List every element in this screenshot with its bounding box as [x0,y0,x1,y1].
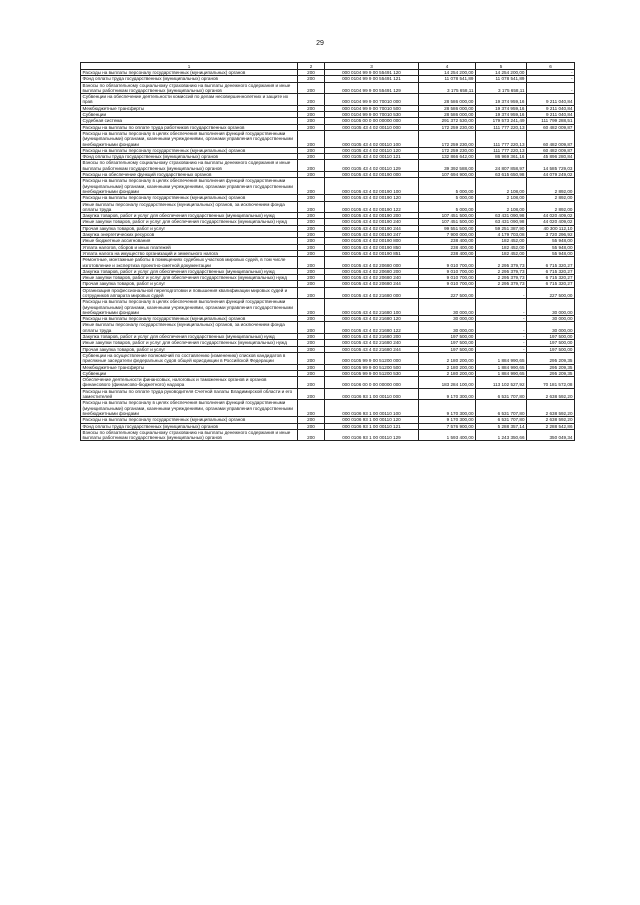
row-code-cell: 200 [298,423,325,429]
row-executed-cell: 3 175 658,11 [476,82,527,94]
row-code-cell: 200 [298,364,325,370]
row-code-cell: 200 [298,377,325,389]
row-code-cell: 200 [298,316,325,322]
row-remaining-cell: 2 638 592,20 [527,388,575,400]
row-approved-cell: 9 010 700,00 [419,275,476,281]
row-remaining-cell: 55 948,00 [527,244,575,250]
table-row [81,130,575,147]
row-classifier-cell: 000 0105 43 4 02 00110 129 [325,160,419,172]
row-remaining-cell: 6 715 320,27 [527,268,575,274]
row-remaining-cell: 9 211 040,84 [527,112,575,118]
row-executed-cell: 86 969 361,16 [476,154,527,160]
row-remaining-cell: - [527,82,575,94]
row-code-cell: 200 [298,124,325,130]
row-approved-cell: 30 000,00 [419,316,476,322]
row-executed-cell: 2 295 379,73 [476,275,527,281]
table-row [81,287,575,299]
row-name-cell: Взносы по обязательному социальному страхованию на выплаты денежного содержания и иные выплаты работникам государственных (муниципальных) органов [81,429,298,441]
row-remaining-cell: 295 209,35 [527,352,575,364]
row-remaining-cell: 60 482 009,87 [527,124,575,130]
table-row [81,82,575,94]
row-executed-cell: - [476,346,527,352]
row-name-cell: Обеспечение деятельности финансовых, налоговых и таможенных органов и органов финансового (финансово-бюджетного) надзора [81,377,298,389]
row-name-cell: Расходы на выплаты персоналу в целях обеспечения выполнения функций государственными (муниципальными) органами, казенными учреждениями, органами управления государственными внебюджетными фондами [81,130,298,147]
row-executed-cell: 14 254 200,00 [476,70,527,76]
table-row [81,377,575,389]
row-executed-cell: 6 531 707,80 [476,400,527,417]
row-name-cell: Уплата налогов, сборов и иных платежей [81,244,298,250]
row-remaining-cell: 2 892,00 [527,195,575,201]
row-code-cell: 200 [298,370,325,376]
row-name-cell: Прочая закупка товаров, работ и услуг [81,346,298,352]
row-approved-cell: 9 170 300,00 [419,400,476,417]
row-name-cell: Расходы на выплаты по оплате труда работников государственных органов [81,124,298,130]
row-remaining-cell: 30 000,00 [527,299,575,316]
row-code-cell: 200 [298,322,325,334]
row-executed-cell: 1 884 990,65 [476,352,527,364]
row-executed-cell: - [476,287,527,299]
row-code-cell: 200 [298,105,325,111]
row-approved-cell: 197 500,00 [419,346,476,352]
row-code-cell: 200 [298,346,325,352]
row-approved-cell: 99 551 500,00 [419,225,476,231]
row-approved-cell: 9 010 700,00 [419,281,476,287]
row-remaining-cell: 40 300 112,10 [527,225,575,231]
row-code-cell: 200 [298,178,325,195]
page-number: 29 [316,40,324,47]
row-name-cell: Субвенции на осуществление полномочий по составлению (изменению) списков кандидатов в присяжные заседатели федеральных судов общей юрисдикции в Российской Федерации [81,352,298,364]
row-approved-cell: 107 451 500,00 [419,219,476,225]
row-remaining-cell: 45 896 280,84 [527,154,575,160]
row-name-cell: Взносы по обязательному социальному страхованию на выплаты денежного содержания и иные выплаты работникам государственных (муниципальных) органов [81,160,298,172]
row-classifier-cell: 000 0105 43 4 02 20680 240 [325,275,419,281]
row-classifier-cell: 000 0105 43 4 02 00190 120 [325,195,419,201]
row-code-cell: 200 [298,429,325,441]
table-row [81,160,575,172]
row-executed-cell: 19 374 959,16 [476,105,527,111]
row-executed-cell: 2 295 379,73 [476,257,527,269]
row-executed-cell: - [476,299,527,316]
row-remaining-cell: 227 500,00 [527,287,575,299]
row-name-cell: Прочая закупка товаров, работ и услуг [81,281,298,287]
table-row [81,400,575,417]
row-approved-cell: 5 000,00 [419,195,476,201]
column-header: 5 [476,63,527,70]
table-row [81,352,575,364]
row-classifier-cell: 000 0105 43 4 02 00190 122 [325,201,419,213]
row-approved-cell: 5 000,00 [419,201,476,213]
row-approved-cell: 107 694 900,00 [419,172,476,178]
row-classifier-cell: 000 0105 43 4 02 00190 851 [325,250,419,256]
row-approved-cell: 227 500,00 [419,287,476,299]
row-executed-cell: 24 807 858,97 [476,160,527,172]
row-classifier-cell: 000 0105 43 4 02 20680 200 [325,268,419,274]
row-classifier-cell: 000 0105 43 4 02 00110 121 [325,154,419,160]
column-header: 1 [81,63,298,70]
row-approved-cell: 172 259 230,00 [419,147,476,153]
row-executed-cell: 6 531 707,80 [476,417,527,423]
row-classifier-cell: 000 0105 43 4 02 20680 244 [325,281,419,287]
row-classifier-cell: 000 0105 43 4 02 21680 122 [325,322,419,334]
row-remaining-cell: 44 079 249,02 [527,172,575,178]
row-classifier-cell: 000 0106 93 1 00 00110 129 [325,429,419,441]
row-code-cell: 200 [298,130,325,147]
row-name-cell: Расходы на выплаты персоналу государственных (муниципальных) органов [81,417,298,423]
row-executed-cell: 182 452,00 [476,238,527,244]
row-approved-cell: 9 010 700,00 [419,257,476,269]
row-remaining-cell: 6 715 320,27 [527,275,575,281]
row-code-cell: 200 [298,219,325,225]
row-executed-cell: 63 431 090,98 [476,213,527,219]
row-name-cell: Иные выплаты персоналу государственных (муниципальных) органов, за исключением фонда оплаты труда [81,201,298,213]
row-name-cell: Закупка товаров, работ и услуг для обеспечения государственных (муниципальных) нужд [81,213,298,219]
row-approved-cell: 30 000,00 [419,322,476,334]
row-name-cell: Фонд оплаты труда государственных (муниципальных) органов [81,154,298,160]
row-remaining-cell: 44 020 409,02 [527,213,575,219]
row-approved-cell: 9 010 700,00 [419,268,476,274]
row-approved-cell: 197 500,00 [419,334,476,340]
table-row [81,322,575,334]
row-code-cell: 200 [298,195,325,201]
row-executed-cell: 63 615 650,98 [476,172,527,178]
row-classifier-cell: 000 0105 43 4 02 21680 240 [325,340,419,346]
row-remaining-cell: 14 585 729,03 [527,160,575,172]
row-remaining-cell: 2 638 592,20 [527,400,575,417]
row-remaining-cell: 60 482 009,87 [527,147,575,153]
row-classifier-cell: 000 0105 00 0 00 00000 000 [325,118,419,124]
column-header: 3 [325,63,419,70]
row-approved-cell: 1 593 400,00 [419,429,476,441]
row-remaining-cell: 295 209,35 [527,370,575,376]
row-name-cell: Расходы на выплаты персоналу государственных (муниципальных) органов [81,195,298,201]
row-name-cell: Прочая закупка товаров, работ и услуг [81,225,298,231]
column-header: 2 [298,63,325,70]
row-classifier-cell: 000 0106 93 1 00 00110 100 [325,400,419,417]
row-code-cell: 200 [298,70,325,76]
row-name-cell: Фонд оплаты труда государственных (муниципальных) органов [81,423,298,429]
row-remaining-cell: 197 500,00 [527,334,575,340]
row-name-cell: Иные закупки товаров, работ и услуг для обеспечения государственных (муниципальных) нужд [81,275,298,281]
row-name-cell: Закупка товаров, работ и услуг для обеспечения государственных (муниципальных) нужд [81,334,298,340]
table-body [81,70,575,441]
row-code-cell: 200 [298,287,325,299]
row-executed-cell: 6 531 707,80 [476,388,527,400]
row-executed-cell: 2 108,00 [476,178,527,195]
row-executed-cell: 111 777 220,13 [476,130,527,147]
row-code-cell: 200 [298,82,325,94]
row-name-cell: Иные бюджетные ассигнования [81,238,298,244]
row-code-cell: 200 [298,281,325,287]
row-classifier-cell: 000 0104 99 9 00 55491 121 [325,76,419,82]
row-remaining-cell: 295 209,35 [527,364,575,370]
row-remaining-cell: - [527,70,575,76]
row-approved-cell: 132 866 642,00 [419,154,476,160]
row-name-cell: Расходы на выплаты по оплате труда руководителя Счетной палаты Владимирской области и его заместителей [81,388,298,400]
row-remaining-cell: 6 715 320,27 [527,257,575,269]
row-code-cell: 200 [298,232,325,238]
row-code-cell: 200 [298,400,325,417]
row-remaining-cell: 197 500,00 [527,340,575,346]
row-name-cell: Расходы на обеспечение функций государственных органов [81,172,298,178]
row-approved-cell: 107 451 500,00 [419,213,476,219]
row-name-cell: Закупка товаров, работ и услуг для обеспечения государственных (муниципальных) нужд [81,268,298,274]
row-classifier-cell: 000 0106 93 1 00 00110 000 [325,388,419,400]
row-remaining-cell: 2 892,00 [527,178,575,195]
row-remaining-cell: 9 211 040,84 [527,105,575,111]
row-approved-cell: 2 180 200,00 [419,370,476,376]
row-classifier-cell: 000 0104 99 9 00 55491 129 [325,82,419,94]
table-row [81,94,575,106]
row-remaining-cell: 30 000,00 [527,316,575,322]
row-classifier-cell: 000 0105 43 4 02 00190 247 [325,232,419,238]
row-code-cell: 200 [298,118,325,124]
row-approved-cell: 238 400,00 [419,238,476,244]
row-remaining-cell: 44 020 409,02 [527,219,575,225]
row-name-cell: Межбюджетные трансферты [81,105,298,111]
row-name-cell: Субвенции на обеспечение деятельности комиссий по делам несовершеннолетних и защите их прав [81,94,298,106]
row-name-cell: Межбюджетные трансферты [81,364,298,370]
row-executed-cell: 1 884 990,65 [476,370,527,376]
row-approved-cell: 3 175 658,11 [419,82,476,94]
row-code-cell: 200 [298,172,325,178]
row-approved-cell: 7 900 000,00 [419,232,476,238]
row-code-cell: 200 [298,299,325,316]
row-code-cell: 200 [298,275,325,281]
row-remaining-cell: 2 638 592,20 [527,417,575,423]
row-remaining-cell: - [527,76,575,82]
row-approved-cell: 183 284 100,00 [419,377,476,389]
row-name-cell: Закупка энергетических ресурсов [81,232,298,238]
row-classifier-cell: 000 0105 43 4 02 00110 100 [325,130,419,147]
row-name-cell: Взносы по обязательному социальному страхованию на выплаты денежного содержания и иные выплаты работникам государственных (муниципальных) органов [81,82,298,94]
row-executed-cell: 59 251 387,90 [476,225,527,231]
row-code-cell: 200 [298,112,325,118]
row-remaining-cell: 111 799 288,51 [527,118,575,124]
row-approved-cell: 9 170 300,00 [419,388,476,400]
row-executed-cell: 1 884 990,65 [476,364,527,370]
row-code-cell: 200 [298,257,325,269]
row-executed-cell: 5 288 357,14 [476,423,527,429]
row-remaining-cell: 30 000,00 [527,322,575,334]
row-approved-cell: 238 400,00 [419,244,476,250]
row-remaining-cell: 197 500,00 [527,346,575,352]
row-code-cell: 200 [298,417,325,423]
row-classifier-cell: 000 0105 43 4 02 00190 200 [325,213,419,219]
row-classifier-cell: 000 0105 43 4 02 00110 000 [325,124,419,130]
table-row [81,429,575,441]
row-name-cell: Расходы на выплаты персоналу в целях обеспечения выполнения функций государственными (муниципальными) органами, казенными учреждениями, органами управления государственными внебюджетными фондами [81,299,298,316]
row-code-cell: 200 [298,154,325,160]
row-code-cell: 200 [298,160,325,172]
row-executed-cell: 19 374 959,16 [476,112,527,118]
row-approved-cell: 5 000,00 [419,178,476,195]
row-classifier-cell: 000 0106 93 1 00 00110 120 [325,417,419,423]
budget-table [80,62,575,441]
row-classifier-cell: 000 0104 99 9 00 70010 530 [325,112,419,118]
row-code-cell: 200 [298,225,325,231]
row-name-cell: Иные выплаты персоналу государственных (муниципальных) органов, за исключением фонда оплаты труда [81,322,298,334]
row-remaining-cell: 6 715 320,27 [527,281,575,287]
row-remaining-cell: 55 948,00 [527,250,575,256]
row-executed-cell: - [476,340,527,346]
row-name-cell: Расходы на выплаты персоналу государственных (муниципальных) органов [81,70,298,76]
row-approved-cell: 172 259 230,00 [419,130,476,147]
row-executed-cell: 2 295 379,73 [476,268,527,274]
row-classifier-cell: 000 0105 43 4 02 00190 240 [325,219,419,225]
row-code-cell: 200 [298,76,325,82]
row-name-cell: Расходы на выплаты персоналу государственных (муниципальных) органов [81,316,298,322]
row-executed-cell: 113 102 527,92 [476,377,527,389]
row-classifier-cell: 000 0104 99 9 00 55491 120 [325,70,419,76]
row-approved-cell: 30 000,00 [419,299,476,316]
row-code-cell: 200 [298,340,325,346]
row-classifier-cell: 000 0105 43 4 02 21680 200 [325,334,419,340]
row-remaining-cell: 2 892,00 [527,201,575,213]
row-name-cell: Иные закупки товаров, работ и услуг для обеспечения государственных (муниципальных) нужд [81,340,298,346]
row-code-cell: 200 [298,201,325,213]
column-header: 4 [419,63,476,70]
table-row [81,257,575,269]
row-approved-cell: 11 078 541,89 [419,76,476,82]
row-classifier-cell: 000 0105 43 4 02 00190 000 [325,172,419,178]
row-approved-cell: 9 170 300,00 [419,417,476,423]
row-approved-cell: 238 400,00 [419,250,476,256]
row-code-cell: 200 [298,244,325,250]
row-executed-cell: - [476,316,527,322]
row-code-cell: 200 [298,147,325,153]
row-executed-cell: 1 243 350,66 [476,429,527,441]
row-executed-cell: 111 777 220,13 [476,124,527,130]
row-name-cell: Расходы на выплаты персоналу в целях обеспечения выполнения функций государственными (муниципальными) органами, казенными учреждениями, органами управления государственными внебюджетными фондами [81,400,298,417]
row-approved-cell: 14 254 200,00 [419,70,476,76]
row-executed-cell: 19 374 959,16 [476,94,527,106]
row-classifier-cell: 000 0105 43 4 02 00190 800 [325,238,419,244]
row-classifier-cell: 000 0105 99 9 00 51200 000 [325,352,419,364]
row-name-cell: Иные закупки товаров, работ и услуг для обеспечения государственных (муниципальных) нужд [81,219,298,225]
row-executed-cell: - [476,322,527,334]
row-executed-cell: 2 295 379,73 [476,281,527,287]
row-name-cell: Расходы на выплаты персоналу в целях обеспечения выполнения функций государственными (муниципальными) органами, казенными учреждениями, органами управления государственными внебюджетными фондами [81,178,298,195]
row-executed-cell: 63 431 090,98 [476,219,527,225]
row-approved-cell: 291 372 530,00 [419,118,476,124]
row-executed-cell: 182 452,00 [476,244,527,250]
row-classifier-cell: 000 0105 43 4 02 21680 100 [325,299,419,316]
row-code-cell: 200 [298,213,325,219]
row-classifier-cell: 000 0105 43 4 02 00190 100 [325,178,419,195]
row-executed-cell: 111 777 220,13 [476,147,527,153]
row-classifier-cell: 000 0104 99 9 00 70010 500 [325,105,419,111]
row-classifier-cell: 000 0105 43 4 02 00190 850 [325,244,419,250]
row-name-cell: Организация профессиональной переподготовки и повышения квалификации мировых судей и сотрудников аппарата мировых судей [81,287,298,299]
row-classifier-cell: 000 0105 43 4 02 20680 000 [325,257,419,269]
row-approved-cell: 28 586 000,00 [419,105,476,111]
row-remaining-cell: 9 211 040,84 [527,94,575,106]
row-name-cell: Субвенции [81,370,298,376]
table-row [81,299,575,316]
row-classifier-cell: 000 0105 43 4 02 21680 000 [325,287,419,299]
row-name-cell: Уплата налога на имущество организаций и земельного налога [81,250,298,256]
row-approved-cell: 28 586 000,00 [419,112,476,118]
row-code-cell: 200 [298,352,325,364]
row-approved-cell: 28 586 000,00 [419,94,476,106]
row-classifier-cell: 000 0105 99 9 00 51200 500 [325,364,419,370]
row-code-cell: 200 [298,250,325,256]
row-code-cell: 200 [298,94,325,106]
row-approved-cell: 2 180 200,00 [419,352,476,364]
row-name-cell: Фонд оплаты труда государственных (муниципальных) органов [81,76,298,82]
column-header: 6 [527,63,575,70]
row-code-cell: 200 [298,268,325,274]
row-classifier-cell: 000 0105 43 4 02 21680 120 [325,316,419,322]
row-approved-cell: 2 180 200,00 [419,364,476,370]
row-classifier-cell: 000 0105 43 4 02 21680 244 [325,346,419,352]
row-classifier-cell: 000 0105 99 9 00 51200 530 [325,370,419,376]
row-classifier-cell: 000 0106 93 1 00 00110 121 [325,423,419,429]
row-executed-cell: - [476,334,527,340]
row-classifier-cell: 000 0104 99 9 00 70010 000 [325,94,419,106]
row-name-cell: Субвенции [81,112,298,118]
row-remaining-cell: 70 181 572,08 [527,377,575,389]
row-executed-cell: 2 108,00 [476,195,527,201]
row-remaining-cell: 60 482 009,87 [527,130,575,147]
row-name-cell: Ремонтные, монтажные работы в помещениях судебных участков мировых судей, в том числе изготовление и экспертиза проектно-сметной документации [81,257,298,269]
table-row [81,388,575,400]
row-executed-cell: 179 573 241,49 [476,118,527,124]
row-approved-cell: 172 259 230,00 [419,124,476,130]
row-code-cell: 200 [298,334,325,340]
row-name-cell: Расходы на выплаты персоналу государственных (муниципальных) органов [81,147,298,153]
row-executed-cell: 2 108,00 [476,201,527,213]
row-executed-cell: 4 179 703,08 [476,232,527,238]
row-name-cell: Судебная система [81,118,298,124]
table-row [81,178,575,195]
row-remaining-cell: 350 049,34 [527,429,575,441]
row-remaining-cell: 3 720 296,92 [527,232,575,238]
row-executed-cell: 11 078 541,89 [476,76,527,82]
row-remaining-cell: 55 948,00 [527,238,575,244]
row-code-cell: 200 [298,238,325,244]
row-classifier-cell: 000 0105 43 4 02 00190 244 [325,225,419,231]
row-classifier-cell: 000 0106 00 0 00 00000 000 [325,377,419,389]
row-approved-cell: 7 576 900,00 [419,423,476,429]
row-approved-cell: 197 500,00 [419,340,476,346]
table-row [81,201,575,213]
row-approved-cell: 39 392 588,00 [419,160,476,172]
table-header-row [81,63,575,70]
row-classifier-cell: 000 0105 43 4 02 00110 120 [325,147,419,153]
row-remaining-cell: 2 288 542,86 [527,423,575,429]
row-executed-cell: 182 452,00 [476,250,527,256]
row-code-cell: 200 [298,388,325,400]
